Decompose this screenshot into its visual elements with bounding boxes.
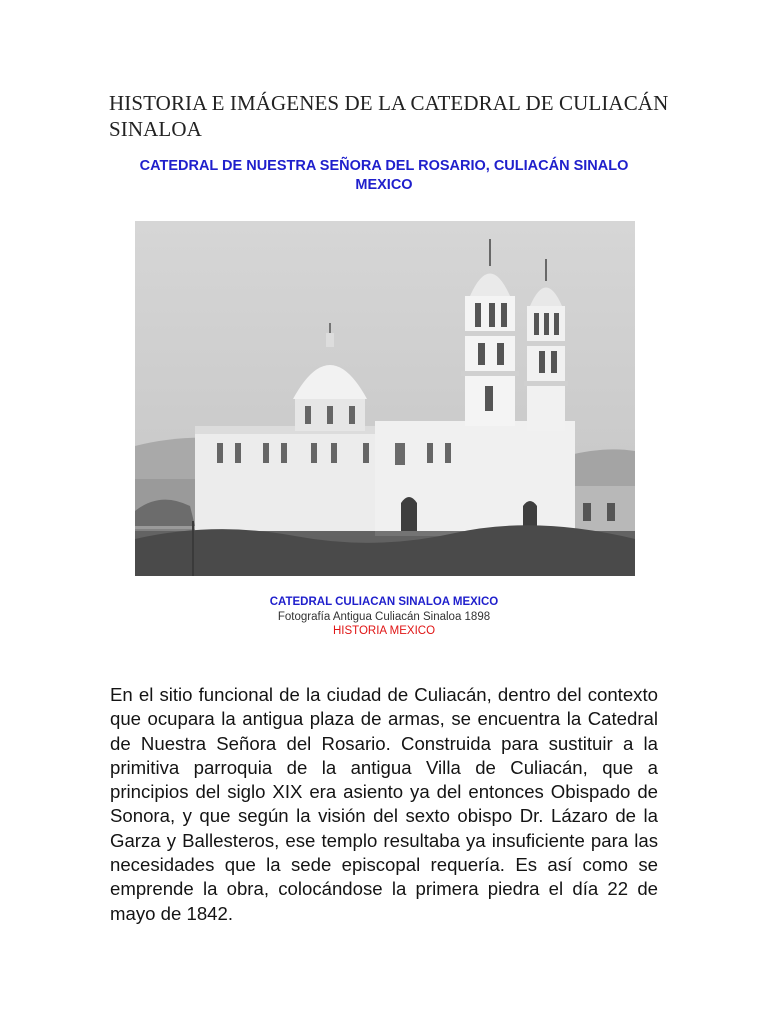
page-title: HISTORIA E IMÁGENES DE LA CATEDRAL DE CULIACÁN SINALOA (109, 91, 669, 141)
body-paragraph: En el sitio funcional de la ciudad de Culiacán, dentro del contexto que ocupara la antigua plaza de armas, se encuentra la Catedral de Nuestra Señora del Rosario. Construida para sustituir a la primitiva parroquia de la antigua Villa de Culiacán, que a principios del siglo XIX era asiento ya del entonces Obispado de Sonora, y que según la visión del sexto obispo Dr. Lázaro de la Garza y Ballesteros, ese templo resultaba ya insuficiente para las necesidades que la sede episcopal requería. Es así como se emprende la obra, colocándose la primera piedra el día 22 de mayo de 1842. (110, 684, 658, 924)
cathedral-photo (135, 221, 635, 576)
subtitle: CATEDRAL DE NUESTRA SEÑORA DEL ROSARIO, CULIACÁN SINALO MEXICO (139, 158, 629, 193)
caption-source: Fotografía Antigua Culiacán Sinaloa 1898 (277, 610, 491, 623)
photo-caption (110, 595, 658, 639)
caption-link[interactable]: HISTORIA MEXICO (332, 625, 436, 637)
caption-title: CATEDRAL CULIACAN SINALOA MEXICO (269, 596, 499, 608)
